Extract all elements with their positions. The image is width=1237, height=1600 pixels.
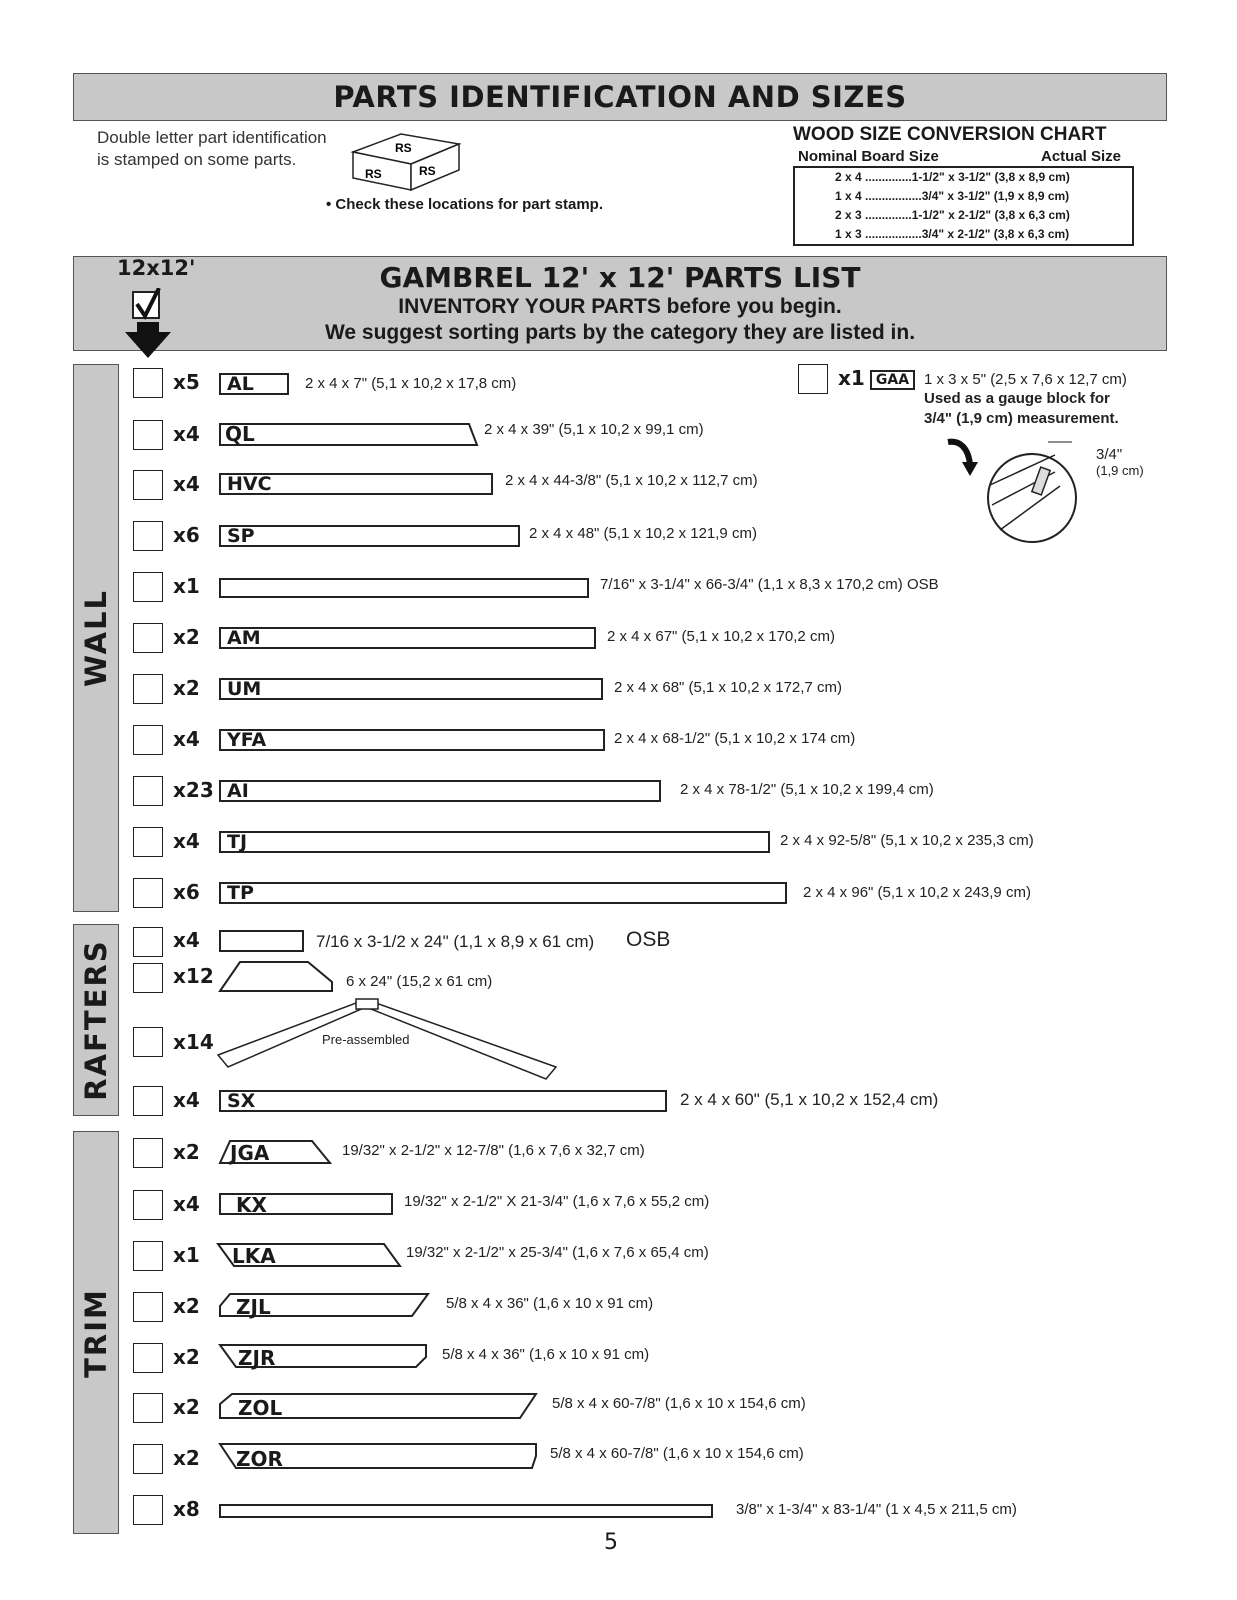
- trim-part-qty: x2: [173, 1140, 200, 1164]
- wall-part-board: [219, 831, 770, 853]
- gauge-code: GAA: [875, 372, 910, 388]
- trim-part-checkbox[interactable]: [133, 1138, 163, 1168]
- gauge-checkbox[interactable]: [798, 364, 828, 394]
- rafter-part-dim: 7/16 x 3-1/2 x 24" (1,1 x 8,9 x 61 cm): [316, 932, 595, 951]
- rafter-part-qty: x4: [173, 928, 200, 952]
- wood-chart-row: 2 x 4 ..............1-1/2" x 3-1/2" (3,8 x 8,9 cm): [835, 170, 1070, 184]
- trim-part-qty: x2: [173, 1345, 200, 1369]
- wall-part-qty: x4: [173, 422, 200, 446]
- wall-part-checkbox[interactable]: [133, 368, 163, 398]
- rafter-part-board: [219, 1090, 667, 1112]
- page-number: 5: [604, 1530, 618, 1555]
- gauge-callout-2: (1,9 cm): [1096, 463, 1144, 478]
- trim-part-checkbox[interactable]: [133, 1241, 163, 1271]
- gauge-qty: x1: [838, 366, 865, 390]
- wall-part-code: UM: [227, 678, 262, 700]
- wall-part-board: [219, 882, 787, 904]
- wall-part-board: [219, 678, 603, 700]
- wall-part-dim: 2 x 4 x 68-1/2" (5,1 x 10,2 x 174 cm): [614, 730, 856, 747]
- trim-part-dim: 5/8 x 4 x 60-7/8" (1,6 x 10 x 154,6 cm): [552, 1395, 806, 1412]
- parts-list-subtitle-2: We suggest sorting parts by the category they are listed in.: [324, 321, 916, 344]
- wall-part-board: [219, 423, 479, 447]
- parts-list-title: GAMBREL 12' x 12' PARTS LIST: [379, 261, 861, 294]
- trim-part-checkbox[interactable]: [133, 1495, 163, 1525]
- checkmark-arrow-icon: [125, 288, 173, 360]
- trim-part-qty: x2: [173, 1395, 200, 1419]
- gauge-note-1: Used as a gauge block for: [924, 390, 1110, 407]
- wall-part-dim: 2 x 4 x 48" (5,1 x 10,2 x 121,9 cm): [529, 525, 757, 542]
- wall-part-code: AL: [227, 373, 254, 395]
- trim-part-checkbox[interactable]: [133, 1190, 163, 1220]
- wall-part-dim: 2 x 4 x 7" (5,1 x 10,2 x 17,8 cm): [305, 375, 517, 392]
- wall-part-code: TJ: [227, 831, 248, 853]
- trim-part-dim: 5/8 x 4 x 36" (1,6 x 10 x 91 cm): [442, 1346, 650, 1363]
- wall-part-checkbox[interactable]: [133, 725, 163, 755]
- wall-part-checkbox[interactable]: [133, 420, 163, 450]
- gauge-code-box: [870, 370, 915, 390]
- wall-part-checkbox[interactable]: [133, 674, 163, 704]
- trim-part-qty: x2: [173, 1446, 200, 1470]
- wood-chart-actual-header: Actual Size: [1041, 148, 1122, 165]
- stamp-note-line2: is stamped on some parts.: [97, 150, 297, 169]
- trim-part-qty: x4: [173, 1192, 200, 1216]
- wall-part-code: YFA: [227, 729, 267, 751]
- wall-part-board: [219, 780, 661, 802]
- gauge-block-illustration: [940, 430, 1090, 545]
- wall-part-dim: 2 x 4 x 68" (5,1 x 10,2 x 172,7 cm): [614, 679, 842, 696]
- rafter-part-checkbox[interactable]: [133, 963, 163, 993]
- wall-part-code: QL: [225, 422, 255, 446]
- wall-part-board: [219, 525, 520, 547]
- trim-part-code: ZOR: [236, 1447, 283, 1471]
- rafter-part-checkbox[interactable]: [133, 1086, 163, 1116]
- wall-part-qty: x4: [173, 829, 200, 853]
- wall-part-board: [219, 373, 289, 395]
- rafter-part-checkbox[interactable]: [133, 1027, 163, 1057]
- stamp-label-side: RS: [419, 164, 436, 178]
- section-tab-rafters: [73, 924, 119, 1116]
- wall-part-qty: x23: [173, 778, 214, 802]
- wood-chart-row: 2 x 3 ..............1-1/2" x 2-1/2" (3,8 x 6,3 cm): [835, 208, 1070, 222]
- wall-part-checkbox[interactable]: [133, 623, 163, 653]
- stamp-block-illustration: [345, 130, 465, 196]
- wall-part-qty: x6: [173, 880, 200, 904]
- rafter-part-board: [219, 930, 304, 952]
- trim-part-checkbox[interactable]: [133, 1444, 163, 1474]
- trim-part-dim: 19/32" x 2-1/2" x 25-3/4" (1,6 x 7,6 x 65,4 cm): [406, 1244, 709, 1261]
- wall-part-checkbox[interactable]: [133, 827, 163, 857]
- trim-part-qty: x1: [173, 1243, 200, 1267]
- wall-part-code: AM: [227, 627, 261, 649]
- wall-part-dim: 2 x 4 x 44-3/8" (5,1 x 10,2 x 112,7 cm): [505, 472, 758, 489]
- section-tab-wall: [73, 364, 119, 912]
- wall-part-dim: 2 x 4 x 39" (5,1 x 10,2 x 99,1 cm): [484, 421, 704, 438]
- rafter-gusset-board: [218, 960, 336, 994]
- page-header: [73, 73, 1167, 121]
- stamp-note-line1: Double letter part identification: [97, 128, 327, 147]
- wall-part-code: AI: [227, 780, 249, 802]
- parts-list-subtitle-1: INVENTORY YOUR PARTS before you begin.: [398, 295, 842, 318]
- trim-part-board: [219, 1504, 713, 1518]
- rafter-part-dim: 6 x 24" (15,2 x 61 cm): [346, 973, 493, 990]
- page-title: PARTS IDENTIFICATION AND SIZES: [333, 80, 907, 114]
- section-label-wall: WALL: [79, 588, 113, 688]
- trim-part-code: JGA: [230, 1141, 270, 1165]
- wall-part-dim: 2 x 4 x 96" (5,1 x 10,2 x 243,9 cm): [803, 884, 1031, 901]
- wall-part-dim: 7/16" x 3-1/4" x 66-3/4" (1,1 x 8,3 x 170,2 cm) OSB: [600, 576, 939, 593]
- gauge-dim: 1 x 3 x 5" (2,5 x 7,6 x 12,7 cm): [924, 371, 1127, 388]
- wall-part-dim: 2 x 4 x 67" (5,1 x 10,2 x 170,2 cm): [607, 628, 835, 645]
- section-label-trim: TRIM: [79, 1287, 113, 1378]
- wall-part-qty: x4: [173, 472, 200, 496]
- rafter-preassembled-label: Pre-assembled: [322, 1032, 410, 1047]
- wall-part-qty: x2: [173, 625, 200, 649]
- wall-part-qty: x2: [173, 676, 200, 700]
- trim-part-dim: 19/32" x 2-1/2" X 21-3/4" (1,6 x 7,6 x 55,2 cm): [404, 1193, 710, 1210]
- wall-part-qty: x6: [173, 523, 200, 547]
- trim-part-code: LKA: [232, 1244, 276, 1268]
- trim-part-checkbox[interactable]: [133, 1343, 163, 1373]
- wall-part-qty: x4: [173, 727, 200, 751]
- wood-chart-table: [793, 166, 1134, 246]
- trim-part-dim: 5/8 x 4 x 36" (1,6 x 10 x 91 cm): [446, 1295, 654, 1312]
- stamp-label-front: RS: [365, 167, 382, 181]
- section-label-rafters: RAFTERS: [79, 939, 113, 1101]
- wall-part-qty: x1: [173, 574, 200, 598]
- rafter-part-checkbox[interactable]: [133, 927, 163, 957]
- trim-part-checkbox[interactable]: [133, 1292, 163, 1322]
- wall-part-dim: 2 x 4 x 92-5/8" (5,1 x 10,2 x 235,3 cm): [780, 832, 1034, 849]
- rafter-part-dim: 2 x 4 x 60" (5,1 x 10,2 x 152,4 cm): [680, 1090, 939, 1109]
- trim-part-code: KX: [236, 1193, 267, 1217]
- wood-chart-title: WOOD SIZE CONVERSION CHART: [793, 124, 1107, 145]
- wall-part-board: [219, 473, 493, 495]
- stamp-label-top: RS: [395, 141, 412, 155]
- wall-part-board: [219, 627, 596, 649]
- wall-part-code: SP: [227, 525, 255, 547]
- wood-chart-row: 1 x 3 .................3/4" x 2-1/2" (3,8 x 6,3 cm): [835, 227, 1070, 241]
- rafter-part-extra: OSB: [626, 928, 671, 951]
- wall-part-qty: x5: [173, 370, 200, 394]
- wall-part-checkbox[interactable]: [133, 470, 163, 500]
- wall-part-checkbox[interactable]: [133, 521, 163, 551]
- trim-part-checkbox[interactable]: [133, 1393, 163, 1423]
- stamp-check-note: • Check these locations for part stamp.: [326, 196, 603, 213]
- gauge-callout-1: 3/4": [1096, 446, 1123, 463]
- rafter-part-qty: x12: [173, 964, 214, 988]
- gauge-note-2: 3/4" (1,9 cm) measurement.: [924, 410, 1119, 427]
- wood-chart-nominal-header: Nominal Board Size: [798, 148, 939, 165]
- rafter-part-qty: x4: [173, 1088, 200, 1112]
- stamp-note: [97, 127, 327, 171]
- wood-chart-row: 1 x 4 .................3/4" x 3-1/2" (1,9 x 8,9 cm): [835, 189, 1070, 203]
- wall-part-checkbox[interactable]: [133, 878, 163, 908]
- trim-part-qty: x2: [173, 1294, 200, 1318]
- size-label: 12x12': [117, 256, 196, 280]
- trim-part-code: ZOL: [238, 1396, 283, 1420]
- wall-part-checkbox[interactable]: [133, 572, 163, 602]
- rafter-part-qty: x14: [173, 1030, 214, 1054]
- trim-part-dim: 19/32" x 2-1/2" x 12-7/8" (1,6 x 7,6 x 32,7 cm): [342, 1142, 645, 1159]
- trim-part-code: ZJL: [236, 1295, 271, 1319]
- trim-part-code: ZJR: [238, 1346, 276, 1370]
- wall-part-code: HVC: [227, 473, 272, 495]
- trim-part-qty: x8: [173, 1497, 200, 1521]
- wall-part-board: [219, 578, 589, 598]
- wall-part-checkbox[interactable]: [133, 776, 163, 806]
- trim-part-dim: 3/8" x 1-3/4" x 83-1/4" (1 x 4,5 x 211,5 cm): [736, 1501, 1017, 1518]
- wall-part-dim: 2 x 4 x 78-1/2" (5,1 x 10,2 x 199,4 cm): [680, 781, 934, 798]
- wall-part-code: TP: [227, 882, 254, 904]
- trim-part-dim: 5/8 x 4 x 60-7/8" (1,6 x 10 x 154,6 cm): [550, 1445, 804, 1462]
- section-tab-trim: [73, 1131, 119, 1534]
- wall-part-board: [219, 729, 605, 751]
- rafter-part-code: SX: [227, 1090, 256, 1112]
- parts-list-header: [73, 256, 1167, 351]
